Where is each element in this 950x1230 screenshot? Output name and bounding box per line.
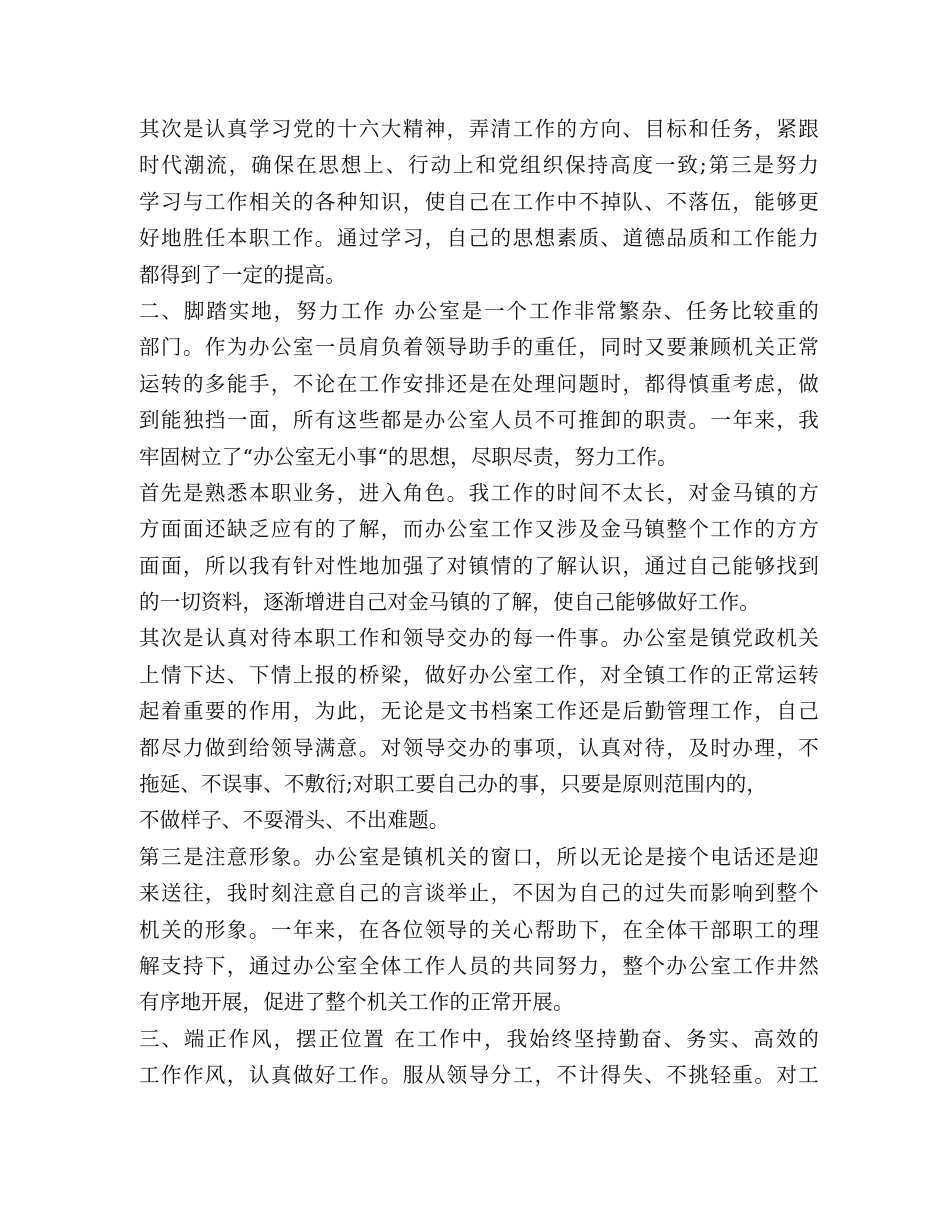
text-line: 其次是认真学习党的十六大精神，弄清工作的方向、目标和任务，紧跟 <box>139 117 819 141</box>
text-line: 其次是认真对待本职工作和领导交办的每一件事。办公室是镇党政机关 <box>139 626 819 651</box>
text-line: 起着重要的作用，为此，无论是文书档案工作还是后勤管理工作，自己 <box>139 699 819 724</box>
text-line: 到能独挡一面，所有这些都是办公室人员不可推卸的职责。一年来，我 <box>139 408 819 433</box>
text-line: 时代潮流，确保在思想上、行动上和党组织保持高度一致;第三是努力 <box>139 153 819 178</box>
text-line: 来送往，我时刻注意自己的言谈举止，不因为自己的过失而影响到整个 <box>139 881 819 906</box>
text-line: 三、端正作风，摆正位置 在工作中，我始终坚持勤奋、务实、高效的 <box>139 1026 819 1051</box>
text-line: 面面，所以我有针对性地加强了对镇情的了解认识，通过自己能够找到 <box>139 553 819 578</box>
document-body <box>139 111 819 1094</box>
text-line: 牢固树立了“办公室无小事“的思想，尽职尽责，努力工作。 <box>139 444 678 469</box>
text-line: 拖延、不误事、不敷衍;对职工要自己办的事，只要是原则范围内的， <box>139 772 768 797</box>
text-line: 工作作风，认真做好工作。服从领导分工，不计得失、不挑轻重。对工 <box>139 1063 819 1088</box>
text-line: 都得到了一定的提高。 <box>139 262 346 287</box>
text-line: 第三是注意形象。办公室是镇机关的窗口，所以无论是接个电话还是迎 <box>139 844 819 869</box>
text-line: 有序地开展，促进了整个机关工作的正常开展。 <box>139 990 574 1015</box>
text-line: 机关的形象。一年来，在各位领导的关心帮助下，在全体干部职工的理 <box>139 917 819 942</box>
text-line: 好地胜任本职工作。通过学习，自己的思想素质、道德品质和工作能力 <box>139 226 819 251</box>
text-line: 方面面还缺乏应有的了解，而办公室工作又涉及金马镇整个工作的方方 <box>139 517 819 542</box>
text-line: 首先是熟悉本职业务，进入角色。我工作的时间不太长，对金马镇的方 <box>139 480 819 505</box>
text-line: 二、脚踏实地，努力工作 办公室是一个工作非常繁杂、任务比较重的 <box>139 298 819 323</box>
text-line: 学习与工作相关的各种知识，使自己在工作中不掉队、不落伍，能够更 <box>139 189 819 214</box>
text-line: 部门。作为办公室一员肩负着领导助手的重任，同时又要兼顾机关正常 <box>139 335 819 360</box>
text-line: 解支持下，通过办公室全体工作人员的共同努力，整个办公室工作井然 <box>139 953 819 978</box>
text-line: 不做样子、不耍滑头、不出难题。 <box>139 808 450 833</box>
text-line: 都尽力做到给领导满意。对领导交办的事项，认真对待，及时办理，不 <box>139 735 819 760</box>
text-line: 运转的多能手，不论在工作安排还是在处理问题时，都得慎重考虑，做 <box>139 371 819 396</box>
text-line: 上情下达、下情上报的桥梁，做好办公室工作，对全镇工作的正常运转 <box>139 662 819 687</box>
text-line: 的一切资料，逐渐增进自己对金马镇的了解，使自己能够做好工作。 <box>139 590 760 615</box>
